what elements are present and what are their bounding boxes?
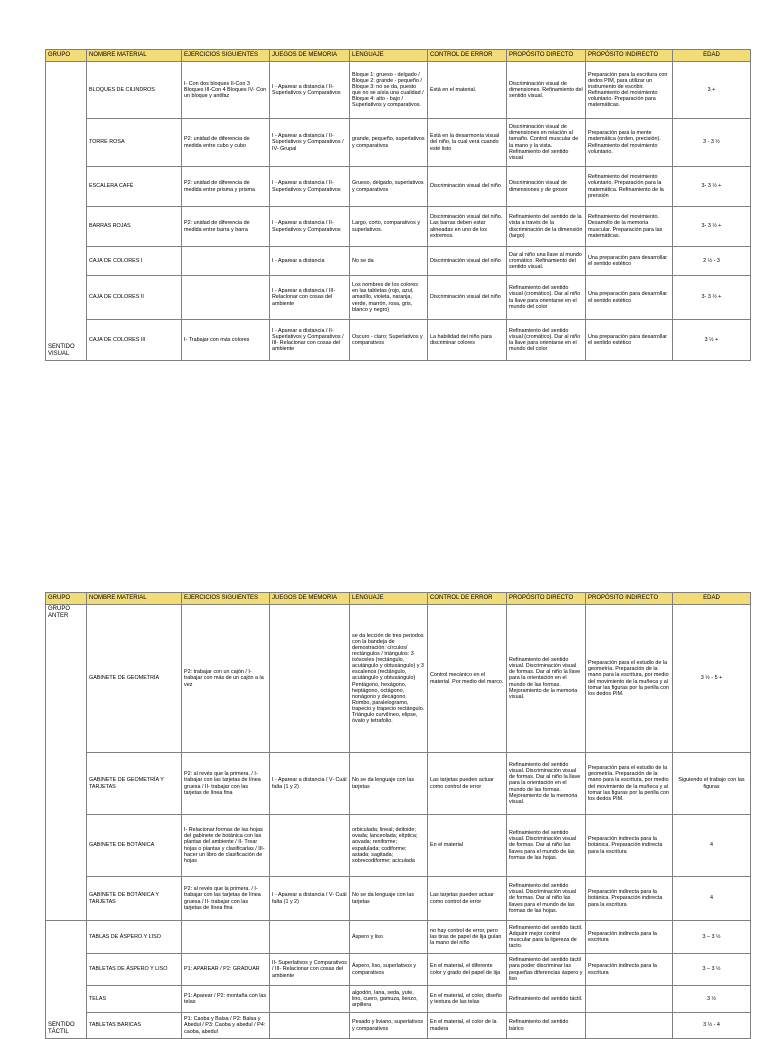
table-row [46,62,751,119]
table-header-row [46,50,751,62]
table-row [46,119,751,167]
indirect-purpose-cell: Preparación para la escritura con dedos PIM, para utilizar un instrumento de escribir. Refinamiento del movimiento voluntario. Preparación para matemáticas. [586,62,673,119]
exercises-cell [182,247,270,276]
exercises-cell: P2: unidad de diferencia de medida entre prisma y prisma [182,167,270,207]
material-name: TORRE ROSA [87,119,182,167]
table-row [46,247,751,276]
language-cell: Oscuro - claro; Superlativos y comparativos [350,320,428,361]
language-cell: orbiculada; lineal; deltoide; ovada; lanceolada; elíptica; aovada; reniforme; espatulada; codiforme; astada; sagitada; sobrecodiforme; aciculada [350,815,428,877]
error-control-cell: Está en el material. [428,62,507,119]
exercises-cell: P2: al revés que la primera. / I- trabajar con las tarjetas de línea gruesa / II- trabajar con las tarjetas de línea fina [182,877,270,921]
memory-cell: II- Superlativos y Comparativos / III- Relacionar con cosas del ambiente [270,954,350,986]
material-name: BARRAS ROJAS [87,207,182,247]
indirect-purpose-cell: Una preparación para desarrollar el sentido estético [586,247,673,276]
material-name: TABLETAS DE ÁSPERO Y LISO [87,954,182,986]
header-cell: JUEGOS DE MEMORIA [270,50,350,62]
language-cell: grande, pequeño, superlativos y comparativos [350,119,428,167]
age-cell: 4 [673,877,751,921]
language-cell: Áspero, liso, superlativos y comparativos [350,954,428,986]
indirect-purpose-cell [586,1013,673,1039]
material-name: TABLAS DE ÁSPERO Y LISO [87,921,182,954]
error-control-cell: Las tarjetas pueden actuar como control de error [428,753,507,815]
table-row [46,877,751,921]
header-cell: CONTROL DE ERROR [428,50,507,62]
error-control-cell: Discriminación visual del niño [428,276,507,320]
age-cell: 3 – 3 ½ [673,954,751,986]
header-cell: EJERCICIOS SIGUIENTES [182,50,270,62]
header-cell: EDAD [673,593,751,605]
header-cell: LENGUAJE [350,593,428,605]
material-name: TABLETAS BÁRICAS [87,1013,182,1039]
error-control-cell: Está en la desarmonía visual del niño, la cual verá cuando esté listo [428,119,507,167]
material-name: BLOQUES DE CILINDROS [87,62,182,119]
indirect-purpose-cell [586,986,673,1013]
direct-purpose-cell: Refinamiento del sentido visual (cromático). Dar al niño la llave para orientarse en el mundo del color [507,276,586,320]
table-row [46,986,751,1013]
memory-cell: I - Aparear a distancia / II- Superlativos y Comparativos [270,167,350,207]
error-control-cell: Discriminación visual del niño. Las barras deben estar alineadas en uno de los extremos. [428,207,507,247]
memory-cell [270,1013,350,1039]
header-cell: PROPÓSITO INDIRECTO [586,593,673,605]
memory-cell: I - Aparear a distancia / III- Relacionar con cosas del ambiente [270,276,350,320]
table-row [46,167,751,207]
table-row [46,921,751,954]
exercises-cell [182,276,270,320]
header-cell: NOMBRE MATERIAL [87,593,182,605]
indirect-purpose-cell: Preparación indirecta para la botánica. Preparación indirecta para la escritura [586,815,673,877]
indirect-purpose-cell: Refinamiento del movimiento. Desarrollo de la memoria muscular. Preparación para las matemáticas. [586,207,673,247]
material-name: CAJA DE COLORES I [87,247,182,276]
age-cell: 3- 3 ½ + [673,167,751,207]
age-cell: 3- 3 ½ + [673,207,751,247]
error-control-cell: En el material, el color de la madera [428,1013,507,1039]
header-cell: GRUPO [46,593,87,605]
language-cell: No se da lenguaje con las tarjetas [350,753,428,815]
age-cell: 3 ½ - 4 [673,1013,751,1039]
table-row [46,1013,751,1039]
error-control-cell: Discriminación visual del niño [428,167,507,207]
direct-purpose-cell: Refinamiento del sentido de la vista a través de la discriminación de la dimensión (largo) [507,207,586,247]
indirect-purpose-cell: Preparación para el estudio de la geometría. Preparación de la mano para la escritura, por medio del movimiento de la muñeca y al tomar las figuras por la perilla con los dedos PIM. [586,605,673,753]
exercises-cell [182,921,270,954]
header-cell: JUEGOS DE MEMORIA [270,593,350,605]
memory-cell: I - Aparear a distancia / II- Superlativos y Comparativos / III- Relacionar con cosas del ambiente [270,320,350,361]
direct-purpose-cell: Refinamiento del sentido visual. Discriminación visual de formas. Dar al niño la llave para la orientación en el mundo de las formas. Mejoramiento de la memoria visual. [507,753,586,815]
indirect-purpose-cell: Preparación para el estudio de la geometría. Preparación de la mano para la escritura, por medio del movimiento de la muñeca y al tomar las figuras por la perilla con los dedos PIM. [586,753,673,815]
table-row [46,954,751,986]
language-cell: se da lección de tres periodos con la bandeja de demostración: círculos/ rectángulos / triángulos: 3 isósceles (rectángulo, acutángulo y obtusángulo) y 3 escalenos (rectángulo, acutángulo y obtusángulo) Pentágono, hexágono, heptágono, octágono, nonágono y decágono. Rombo, paralelogramo, trapecio y trapecio rectángulo. Triángulo curvilíneo, elipse, óvalo y tetrafolio. [350,605,428,753]
direct-purpose-cell: Refinamiento del sentido visual (cromático). Dar al niño la llave para orientarse en el mundo del color [507,320,586,361]
direct-purpose-cell: Refinamiento del sentido bárico [507,1013,586,1039]
direct-purpose-cell: Discriminación visual de dimensiones y de grosor [507,167,586,207]
direct-purpose-cell: Refinamiento del sentido táctil. Adquirir mejor control muscular para la ligereza de tacto. [507,921,586,954]
group-cell: SENTIDO VISUAL [46,62,87,361]
header-cell: NOMBRE MATERIAL [87,50,182,62]
table-row [46,207,751,247]
header-cell: CONTROL DE ERROR [428,593,507,605]
language-cell: Largo, corto, comparativos y superlativos. [350,207,428,247]
memory-cell [270,815,350,877]
materials-table-tactile [45,592,751,1039]
table-row [46,753,751,815]
direct-purpose-cell: Refinamiento del sentido táctil. [507,986,586,1013]
table-row [46,276,751,320]
memory-cell: I - Aparear a distancia / V- Cuál falta (1 y 2) [270,753,350,815]
materials-table-visual [45,49,751,361]
table-row [46,815,751,877]
material-name: CAJA DE COLORES II [87,276,182,320]
table-header-row [46,593,751,605]
indirect-purpose-cell: Preparación para la mente matemática (orden, precisión). Refinamiento del movimiento voluntario. [586,119,673,167]
age-cell: 3 – 3 ½ [673,921,751,954]
exercises-cell: P2: al revés que la primera. / I- trabajar con las tarjetas de línea gruesa / II- trabajar con las tarjetas de línea fina [182,753,270,815]
header-cell: PROPÓSITO INDIRECTO [586,50,673,62]
header-cell: LENGUAJE [350,50,428,62]
material-name: GABINETE DE GEOMETRÍA Y TARJETAS [87,753,182,815]
language-cell: Pesado y liviano, superlativos y comparativos [350,1013,428,1039]
exercises-cell: I- Con dos bloques II-Con 3 Bloques III-Con 4 Bloques IV- Con un bloque y antifaz [182,62,270,119]
material-name: TELAS [87,986,182,1013]
material-name: CAJA DE COLORES III [87,320,182,361]
memory-cell: I - Aparear a distancia / II- Superlativos y Comparativos [270,62,350,119]
error-control-cell: En el material [428,815,507,877]
language-cell: Bloque 1: grueso - delgado / Bloque 2: grande - pequeño / Bloque 3: no se da, puesto que no se aísla una cualidad / Bloque 4: alto - bajo / Superlativos y comparativos. [350,62,428,119]
age-cell: 4 [673,815,751,877]
language-cell: Grueso, delgado, superlativos y comparativos [350,167,428,207]
indirect-purpose-cell: Preparación indirecta para la botánica. Preparación indirecta para la escritura [586,877,673,921]
direct-purpose-cell: Refinamiento del sentido táctil para poder discriminar las pequeñas diferencias áspero y liso [507,954,586,986]
age-cell: 3 ½ - 5 + [673,605,751,753]
header-cell: PROPÓSITO DIRECTO [507,593,586,605]
material-name: GABINETE DE BOTÁNICA [87,815,182,877]
age-cell: 3- 3 ½ + [673,276,751,320]
material-name: GABINETE DE BOTÁNICA Y TARJETAS [87,877,182,921]
indirect-purpose-cell: Refinamiento del movimiento voluntario. Preparación para la matemática. Refinamiento de la prensión [586,167,673,207]
memory-cell: I - Aparear a distancia / II- Superlativos y Comparativos / IV- Grupal [270,119,350,167]
direct-purpose-cell: Dar al niño una llave al mundo cromático. Refinamiento del sentido visual. [507,247,586,276]
memory-cell: I - Aparear a distancia / V- Cuál falta (1 y 2) [270,877,350,921]
language-cell: Los nombres de los colores en las tabletas (rojo, azul, amarillo, violeta, naranja, verde, marrón, rosa, gris, blanco y negro) [350,276,428,320]
indirect-purpose-cell: Preparación indirecta para la escritura [586,954,673,986]
exercises-cell: I- Trabajar con más colores [182,320,270,361]
age-cell: 3 + [673,62,751,119]
exercises-cell: P2: trabajar con un cajón / I- trabajar con más de un cajón a la vez [182,605,270,753]
error-control-cell: En el material, el diferente color y grado del papel de lija [428,954,507,986]
exercises-cell: P1: Aparear / P2: montaña con las telas [182,986,270,1013]
memory-cell: I - Aparear a distancia / II- Superlativos y Comparativos [270,207,350,247]
memory-cell [270,921,350,954]
group-cell: GRUPO ANTER [46,605,87,921]
direct-purpose-cell: Discriminación visual de dimensiones en relación al tamaño. Control muscular de la mano y la vista. Refinamiento del sentido visual [507,119,586,167]
exercises-cell: P2: unidad de diferencia de medida entre cubo y cubo [182,119,270,167]
language-cell: algodón, lana, seda, yute, lino, cuero, gamuza, lienzo, arpillera [350,986,428,1013]
error-control-cell: En el material, el color, diseño y textura de las telas [428,986,507,1013]
age-cell: Siguiendo el trabajo con las figuras [673,753,751,815]
table-row [46,320,751,361]
age-cell: 3 ½ [673,986,751,1013]
indirect-purpose-cell: Una preparación para desarrollar el sentido estético [586,276,673,320]
material-name: GABINETE DE GEOMETRÍA [87,605,182,753]
direct-purpose-cell: Refinamiento del sentido visual. Discriminación visual de formas. Dar al niño las llaves para el mundo de las formas de las hojas. [507,815,586,877]
group-cell: SENTIDO TÁCTIL [46,921,87,1039]
error-control-cell: Las tarjetas pueden actuar como control de error [428,877,507,921]
exercises-cell: I- Relacionar formas de las hojas del gabinete de botánica con las plantas del ambiente / II- Trear hojas o plantas y clasificarlas / III- hacer un libro de clasificación de hojas [182,815,270,877]
age-cell: 3 - 3 ½ [673,119,751,167]
direct-purpose-cell: Discriminación visual de dimensiones. Refinamiento del sentido visual. [507,62,586,119]
header-cell: EJERCICIOS SIGUIENTES [182,593,270,605]
age-cell: 3 ½ + [673,320,751,361]
direct-purpose-cell: Refinamiento del sentido visual. Discriminación visual de formas. Dar al niño las llaves para el mundo de las formas de las hojas. [507,877,586,921]
exercises-cell: P2: unidad de diferencia de medida entre barra y barra [182,207,270,247]
table-row [46,605,751,753]
header-cell: EDAD [673,50,751,62]
header-cell: PROPÓSITO DIRECTO [507,50,586,62]
error-control-cell: no hay control de error, pero las tiras de papel de lija guían la mano del niño [428,921,507,954]
material-name: ESCALERA CAFÉ [87,167,182,207]
language-cell: No se da lenguaje con las tarjetas [350,877,428,921]
age-cell: 2 ½ - 3 [673,247,751,276]
error-control-cell: Discriminación visual del niño [428,247,507,276]
direct-purpose-cell: Refinamiento del sentido visual. Discriminación visual de formas. Dar al niño la llave para la orientación en el mundo de las formas. Mejoramiento de la memoria visual. [507,605,586,753]
error-control-cell: La habilidad del niño para discriminar colores [428,320,507,361]
indirect-purpose-cell: Una preparación para desarrollar el sentido estético [586,320,673,361]
language-cell: No se da [350,247,428,276]
memory-cell: I - Aparear a distancia [270,247,350,276]
language-cell: Áspero y liso [350,921,428,954]
exercises-cell: P1: Caoba y Balsa / P2: Balsa y Abedul / P3: Caoba y abedul / P4: caoba, abedul [182,1013,270,1039]
memory-cell [270,986,350,1013]
error-control-cell: Control mecánico en el material. Por medio del marco. [428,605,507,753]
indirect-purpose-cell: Preparación indirecta para la escritura [586,921,673,954]
memory-cell [270,605,350,753]
header-cell: GRUPO [46,50,87,62]
exercises-cell: P1: APAREAR / P2: GRADUAR [182,954,270,986]
